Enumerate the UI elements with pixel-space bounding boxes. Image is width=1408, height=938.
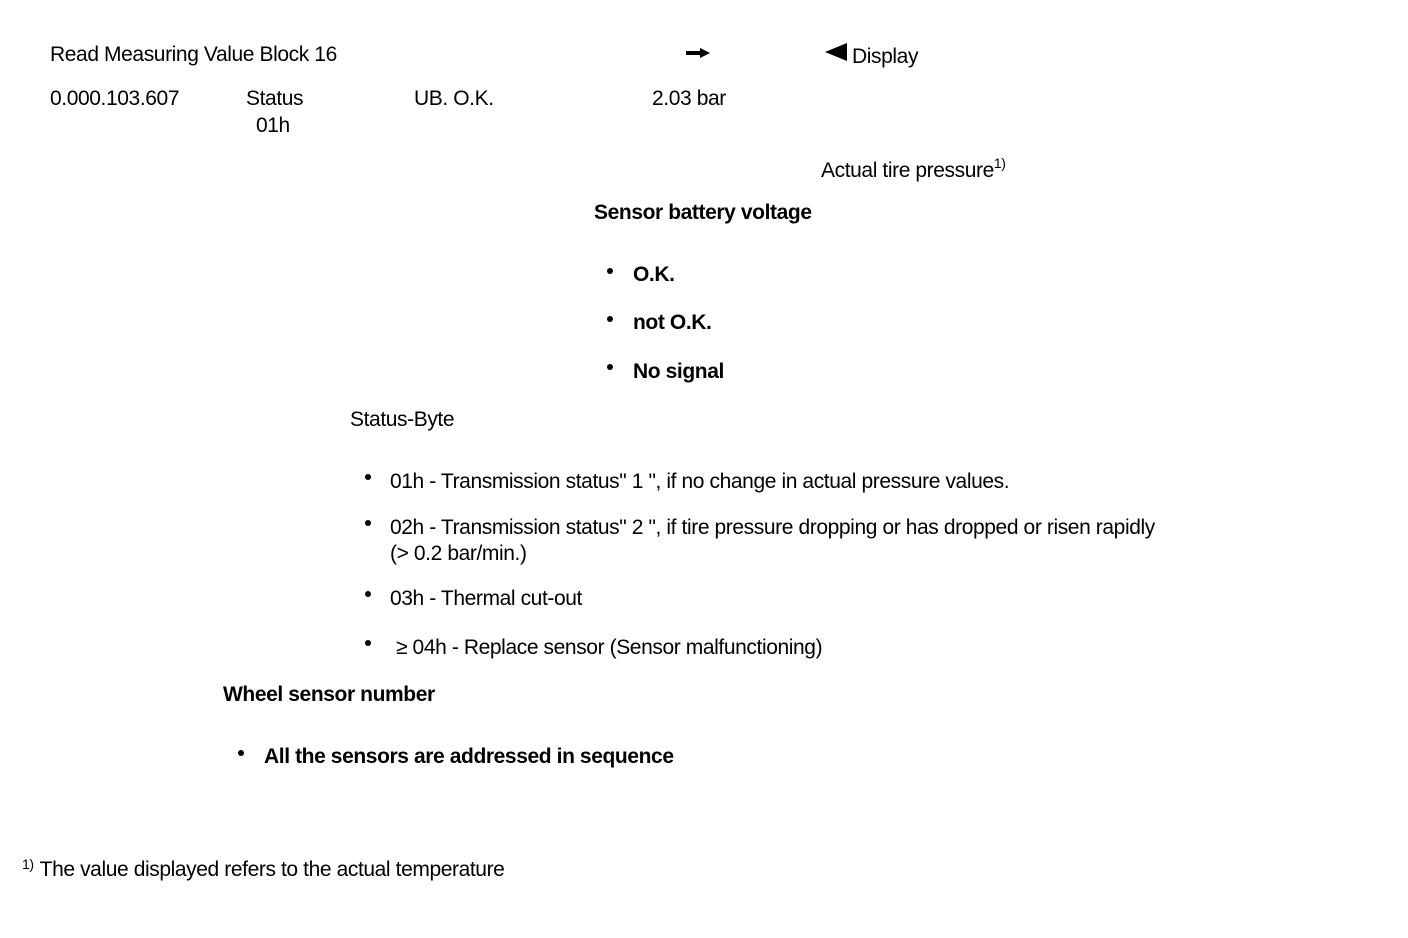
value-field-battery: UB. O.K. [414,87,494,110]
status-byte-item-02h-cont: (> 0.2 bar/min.) [390,542,527,565]
value-field-status: Status [246,87,304,110]
bullet-icon [365,591,371,597]
tire-pressure-label [821,155,1006,182]
arrow-right-icon [686,48,710,58]
value-field-pressure: 2.03 bar [652,87,726,110]
triangle-left-icon [825,43,847,61]
bullet-icon [607,268,613,274]
battery-item-ok: O.K. [633,263,675,286]
display-label: Display [852,45,919,68]
bullet-icon [607,364,613,370]
status-byte-item-03h: 03h - Thermal cut-out [390,587,582,610]
value-field-id: 0.000.103.607 [50,87,180,110]
footnote [22,856,505,881]
status-byte-item-02h: 02h - Transmission status" 2 ", if tire pressure dropping or has dropped or risen rapidly [390,516,1155,539]
footnote-marker: 1) [993,155,1006,171]
wheel-sensor-item: All the sensors are addressed in sequence [264,745,674,768]
bullet-icon [365,640,371,646]
bullet-icon [365,474,371,480]
page-title: Read Measuring Value Block 16 [50,43,337,66]
bullet-icon [365,520,371,526]
status-byte-heading: Status-Byte [350,408,455,431]
battery-item-no-signal: No signal [633,360,724,383]
battery-item-not-ok: not O.K. [633,311,712,334]
footnote-mark: 1) [22,856,34,872]
wheel-sensor-heading: Wheel sensor number [223,683,435,706]
status-byte-item-04h: ≥ 04h - Replace sensor (Sensor malfunctioning) [396,636,823,659]
battery-heading: Sensor battery voltage [594,201,812,224]
tire-pressure-text: Actual tire pressure [821,159,994,182]
bullet-icon [607,316,613,322]
footnote-text: The value displayed refers to the actual temperature [39,858,505,881]
status-byte-item-01h: 01h - Transmission status" 1 ", if no change in actual pressure values. [390,470,1010,493]
bullet-icon [238,750,244,756]
value-field-status-code: 01h [256,114,290,137]
